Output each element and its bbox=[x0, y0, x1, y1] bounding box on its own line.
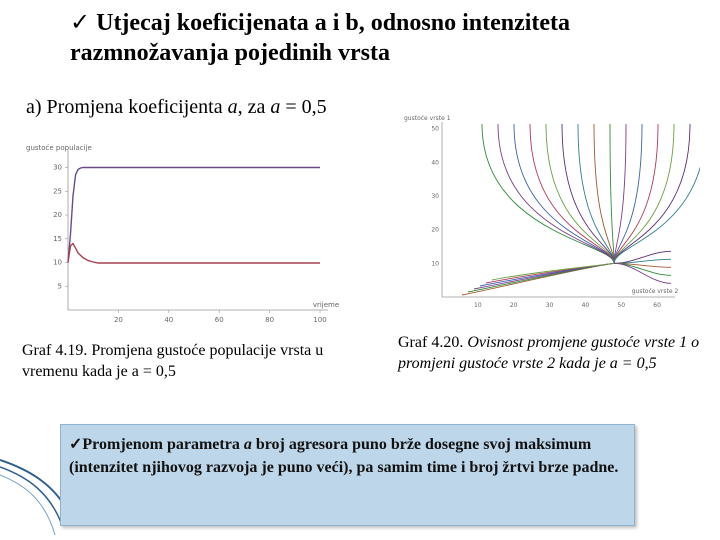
section-subtitle bbox=[26, 96, 327, 119]
chart2-trajectory bbox=[614, 124, 658, 263]
subtitle-var-a2: a bbox=[270, 96, 281, 118]
chart2-trajectory bbox=[614, 124, 674, 263]
chart2-trajectory bbox=[530, 124, 614, 263]
chart2-trajectory bbox=[610, 124, 614, 263]
subtitle-prefix: a) Promjena koeficijenta bbox=[26, 96, 228, 118]
subtitle-mid: , za bbox=[237, 96, 271, 118]
chart1-x-tick-label: 20 bbox=[113, 316, 123, 324]
chart1-svg bbox=[20, 140, 350, 325]
chart2-y-axis-label: gustoće vrste 1 bbox=[404, 115, 451, 122]
chart2-trajectory bbox=[614, 259, 671, 263]
chart2-svg bbox=[400, 112, 700, 312]
conclusion-var-a: a bbox=[243, 436, 252, 453]
chart1-y-tick-label: 5 bbox=[57, 282, 62, 291]
chart1-y-tick-label: 20 bbox=[53, 211, 62, 219]
chart2-trajectory bbox=[614, 124, 626, 263]
chart1-y-tick-label: 30 bbox=[53, 163, 62, 172]
chart1-x-axis-label: vrijeme bbox=[312, 301, 340, 309]
chart1-series-line bbox=[68, 244, 320, 264]
chart2-y-tick-label: 30 bbox=[431, 193, 439, 201]
chart1-x-tick-label: 100 bbox=[313, 316, 327, 324]
caption-graf-4-20 bbox=[398, 332, 718, 374]
subtitle-suffix: = 0,5 bbox=[280, 96, 327, 118]
slide-title bbox=[70, 8, 710, 68]
chart2-trajectory bbox=[614, 263, 671, 283]
chart2-trajectory bbox=[462, 263, 614, 295]
chart2-x-tick-label: 20 bbox=[509, 302, 518, 309]
chart1-y-tick-label: 25 bbox=[53, 187, 62, 196]
chart1-y-tick-label: 15 bbox=[53, 234, 62, 243]
chart2-y-tick-label: 10 bbox=[431, 260, 439, 268]
conclusion-part2: broj agresora puno brže dosegne svoj maksimum (intenzitet njihovog razvoja je puno veći), pa samim time i broj žrtvi brze padne. bbox=[69, 436, 619, 476]
chart2-trajectory bbox=[514, 124, 614, 263]
caption-graf-4-19: Graf 4.19. Promjena gustoće populacije vrsta u vremenu kada je a = 0,5 bbox=[22, 342, 324, 380]
chart2-x-tick-label: 30 bbox=[545, 302, 554, 309]
chart1-x-tick-label: 80 bbox=[265, 316, 275, 324]
chart2-y-tick-label: 20 bbox=[431, 226, 439, 234]
chart-population-time bbox=[20, 140, 350, 325]
chart1-x-tick-label: 60 bbox=[214, 316, 224, 324]
chart1-series-line bbox=[68, 168, 320, 263]
chart-phase-portrait bbox=[400, 112, 700, 312]
subtitle-var-a1: a bbox=[227, 96, 238, 118]
chart2-x-axis-label: gustoće vrste 2 bbox=[631, 288, 679, 295]
checkmark-icon: ✓ bbox=[69, 436, 83, 453]
chart1-x-tick-label: 40 bbox=[164, 316, 174, 324]
chart2-x-tick-label: 40 bbox=[581, 302, 590, 309]
conclusion-box bbox=[60, 424, 635, 526]
chart2-x-tick-label: 60 bbox=[653, 302, 661, 309]
chart1-y-axis-label: gustoće populacije bbox=[26, 144, 92, 152]
chart2-x-tick-label: 10 bbox=[474, 302, 482, 309]
caption2-prefix: Graf 4.20. bbox=[398, 334, 468, 351]
caption2-italic: Ovisnost promjene gustoće vrste 1 o promjeni gustoće vrste 2 kada je a = 0,5 bbox=[398, 334, 700, 372]
chart2-y-tick-label: 50 bbox=[431, 125, 439, 133]
chart1-y-tick-label: 10 bbox=[53, 258, 62, 267]
slide-title-text: Utjecaj koeficijenata a i b, odnosno intenziteta razmnožavanja pojedinih vrsta bbox=[70, 10, 571, 66]
checkmark-icon: ✓ bbox=[70, 10, 91, 36]
chart2-x-tick-label: 50 bbox=[617, 302, 626, 309]
chart2-y-tick-label: 40 bbox=[431, 159, 439, 167]
conclusion-part1: Promjenom parametra bbox=[82, 436, 244, 453]
